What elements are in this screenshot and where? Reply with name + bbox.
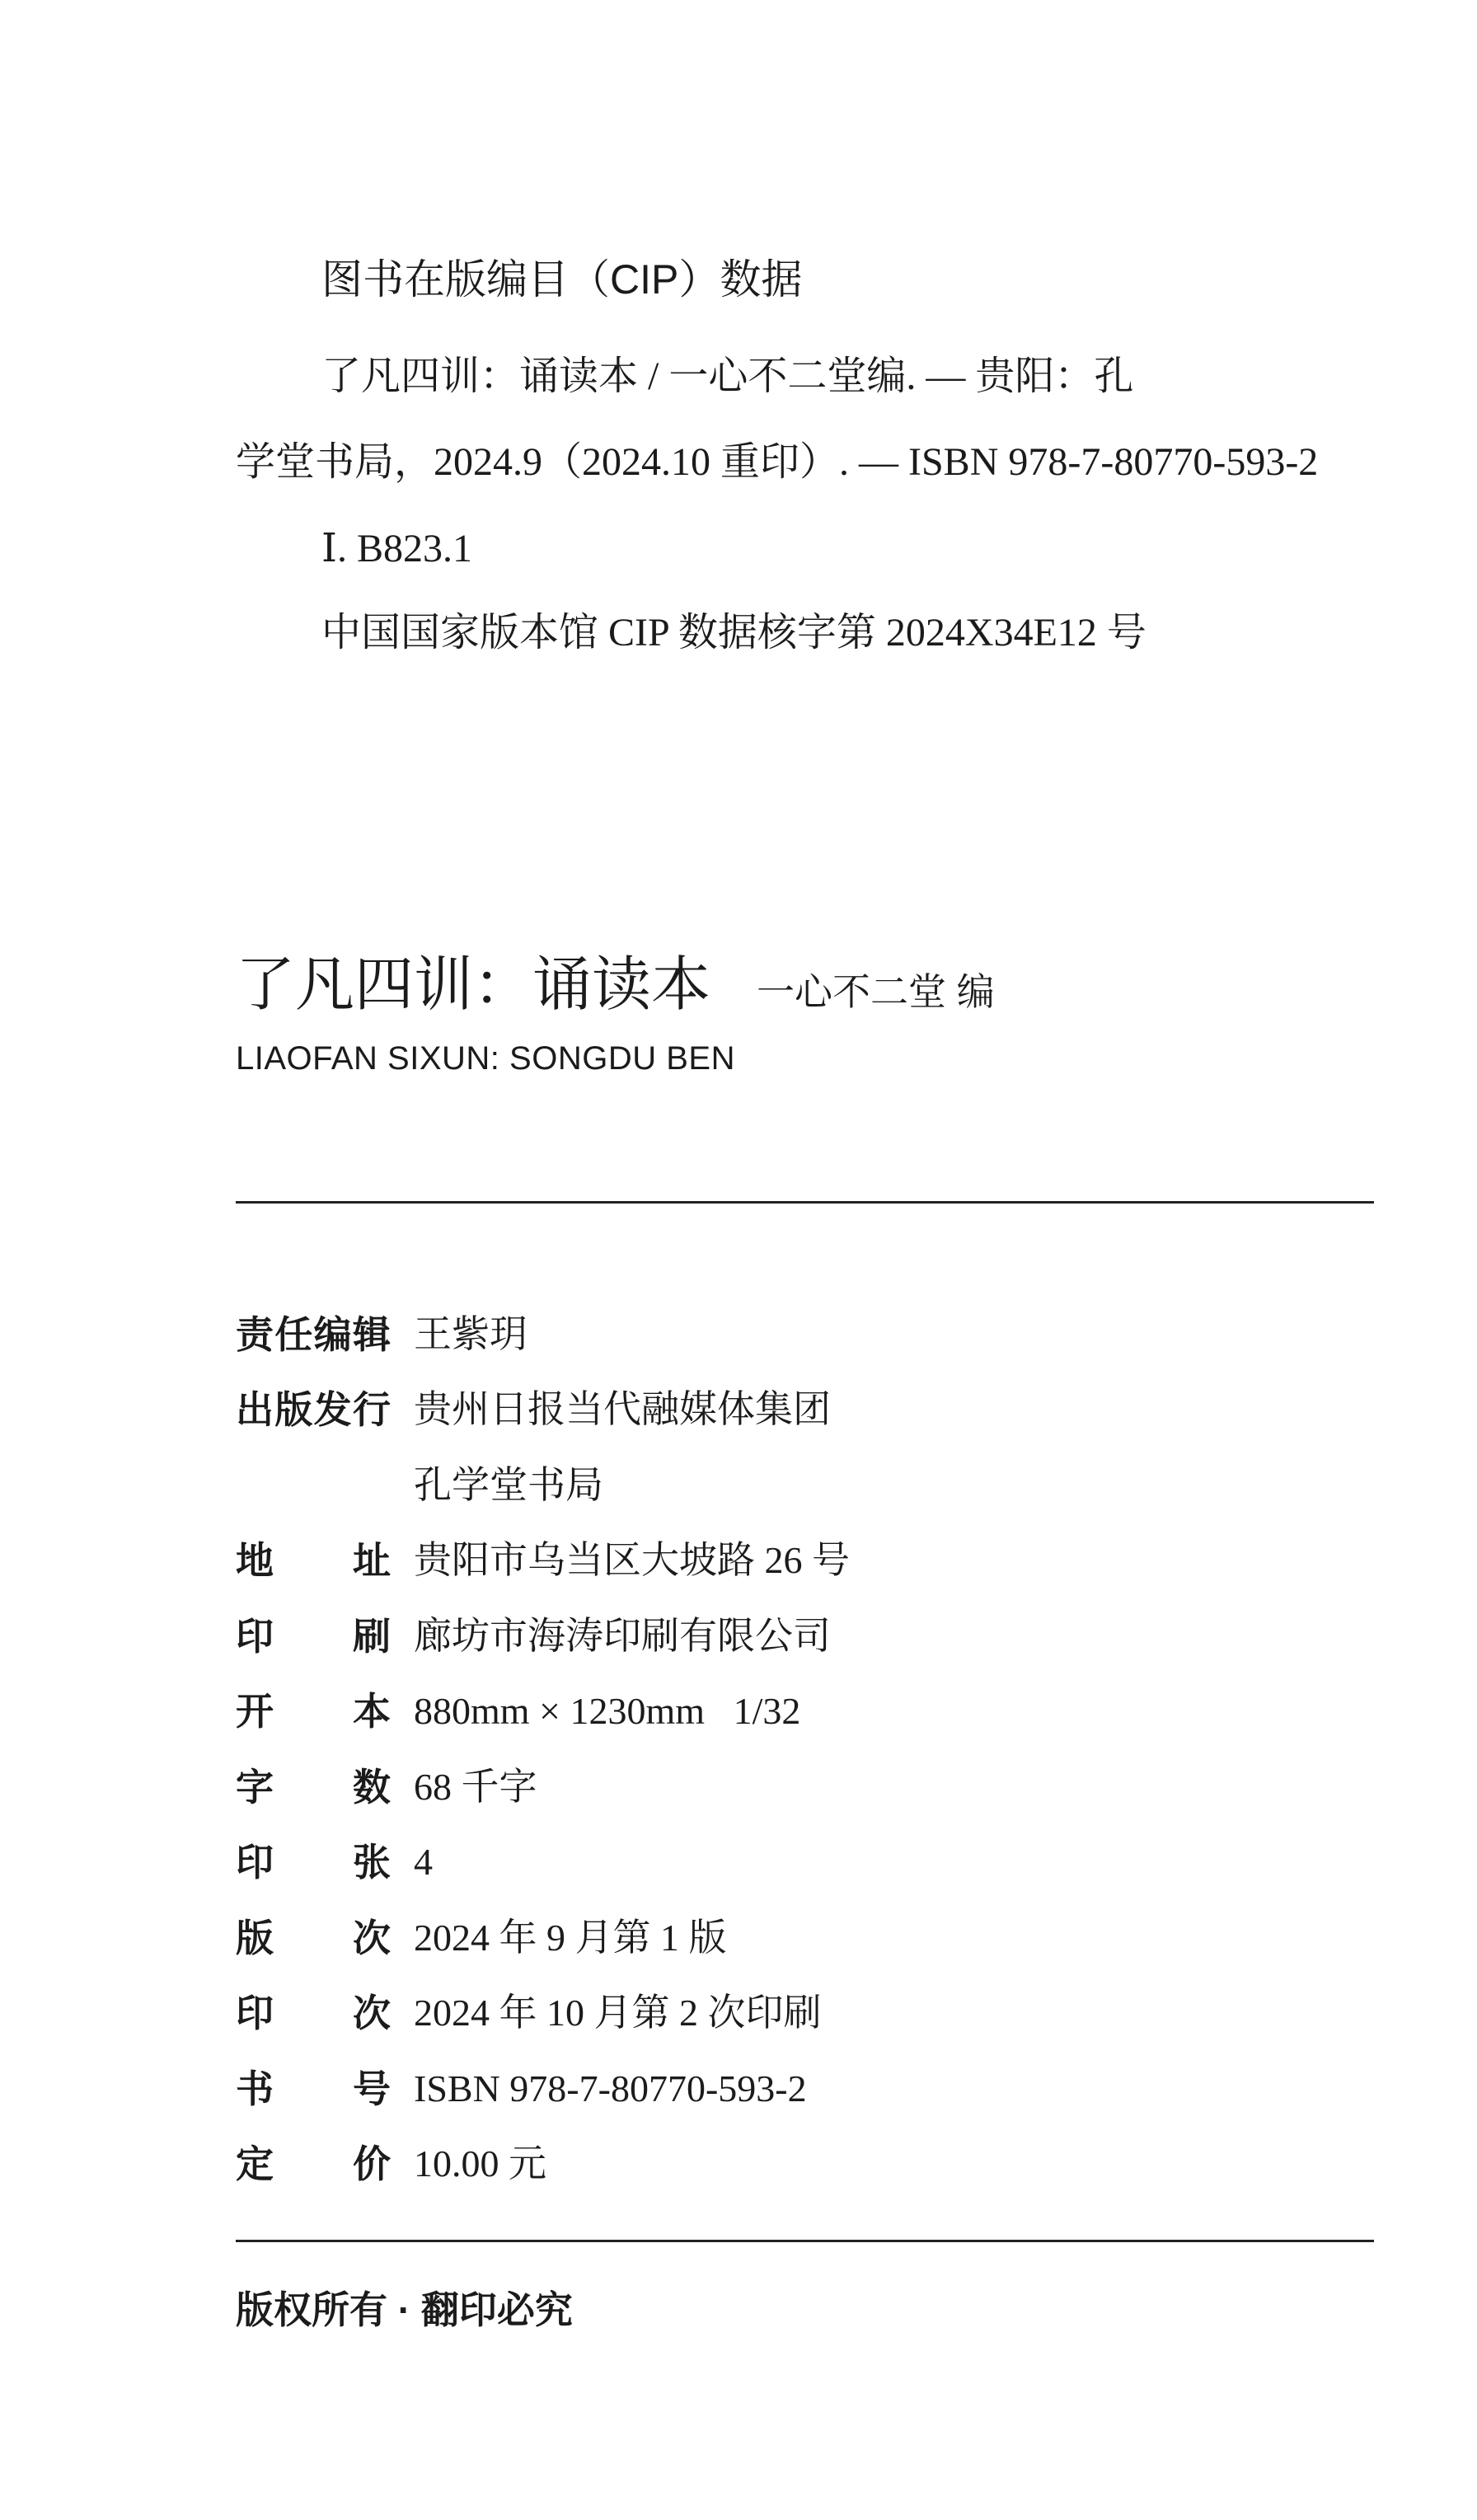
info-value: ISBN 978-7-80770-593-2 bbox=[414, 2067, 807, 2109]
info-label: 开本 bbox=[236, 1690, 391, 1734]
info-label: 定价 bbox=[236, 2142, 391, 2186]
info-label: 版次 bbox=[236, 1916, 391, 1959]
info-label: 地址 bbox=[236, 1539, 391, 1583]
info-value: 贵州日报当代融媒体集团 bbox=[414, 1388, 831, 1431]
cip-line-record: 中国国家版本馆 CIP 数据核字第 2024X34E12 号 bbox=[321, 611, 1146, 655]
info-label: 印次 bbox=[236, 1992, 391, 2035]
info-value: 4 bbox=[414, 1841, 433, 1884]
info-value: 王紫玥 bbox=[414, 1312, 528, 1355]
info-value: 廊坊市海涛印刷有限公司 bbox=[414, 1614, 831, 1657]
info-row-isbn bbox=[236, 2051, 850, 2127]
info-row-sheets bbox=[236, 1825, 850, 1901]
info-row-price bbox=[236, 2127, 850, 2203]
cip-line-title: 了凡四训：诵读本 / 一心不二堂编. — 贵阳：孔 bbox=[321, 354, 1134, 398]
cip-line-publisher: 学堂书局，2024.9（2024.10 重印）. — ISBN 978-7-80770-593-2 bbox=[236, 440, 1319, 484]
info-row-edition bbox=[236, 1900, 850, 1976]
info-value: 2024 年 9 月第 1 版 bbox=[414, 1916, 727, 1959]
info-label: 印刷 bbox=[236, 1614, 391, 1658]
info-row-address bbox=[236, 1523, 850, 1599]
info-label: 字数 bbox=[236, 1765, 391, 1809]
info-label: 印张 bbox=[236, 1841, 391, 1884]
copyright-notice: 版权所有 · 翻印必究 bbox=[236, 2288, 573, 2331]
info-value: 孔学堂书局 bbox=[414, 1463, 603, 1506]
info-label: 出版发行 bbox=[236, 1388, 391, 1432]
info-row-publisher-2 bbox=[236, 1448, 850, 1523]
info-row-format bbox=[236, 1674, 850, 1750]
info-row-editor bbox=[236, 1297, 850, 1373]
cip-line-classification: Ⅰ. B823.1 bbox=[321, 527, 472, 570]
book-title: 了凡四训：诵读本 bbox=[236, 952, 711, 1018]
book-title-row bbox=[236, 948, 995, 1029]
info-label: 书号 bbox=[236, 2067, 391, 2110]
info-row-printing bbox=[236, 1976, 850, 2052]
publication-info bbox=[236, 1297, 850, 2202]
info-row-publisher bbox=[236, 1373, 850, 1448]
divider-top bbox=[236, 1201, 1374, 1204]
info-row-printer bbox=[236, 1598, 850, 1674]
info-value: 68 千字 bbox=[414, 1765, 537, 1808]
info-value: 880mm × 1230mm 1/32 bbox=[414, 1690, 801, 1733]
info-label: 责任编辑 bbox=[236, 1312, 391, 1356]
info-row-word-count bbox=[236, 1749, 850, 1825]
info-value: 10.00 元 bbox=[414, 2142, 546, 2185]
book-editor-credit: 一心不二堂 编 bbox=[757, 970, 995, 1013]
info-value: 2024 年 10 月第 2 次印刷 bbox=[414, 1992, 822, 2034]
cip-heading: 图书在版编目（CIP）数据 bbox=[321, 256, 803, 303]
book-title-pinyin: LIAOFAN SIXUN: SONGDU BEN bbox=[236, 1040, 735, 1077]
info-value: 贵阳市乌当区大坡路 26 号 bbox=[414, 1539, 850, 1582]
divider-bottom bbox=[236, 2240, 1374, 2242]
